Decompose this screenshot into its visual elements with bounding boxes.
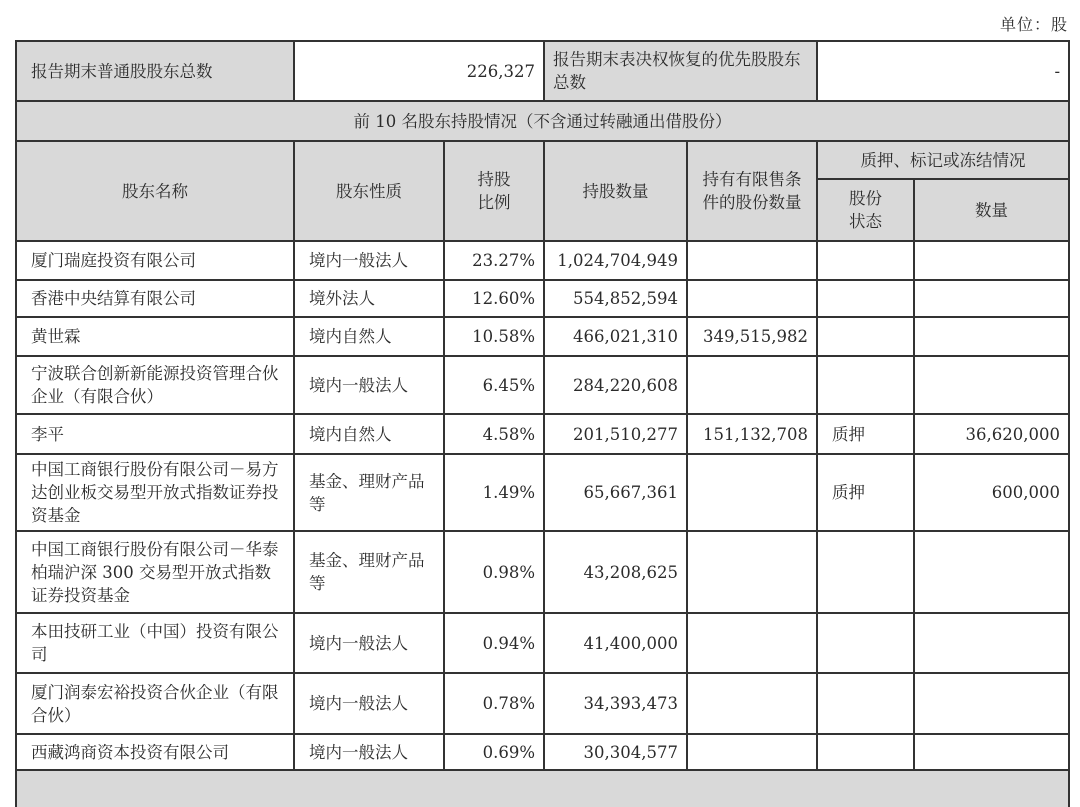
restricted-shares: 349,515,982 [687, 317, 817, 356]
restricted-shares [687, 280, 817, 317]
shareholder-nature: 境内自然人 [294, 414, 444, 454]
pledged-quantity [914, 531, 1069, 613]
pledge-status [817, 613, 914, 673]
shareholder-name: 本田技研工业（中国）投资有限公司 [16, 613, 294, 673]
pledged-quantity [914, 280, 1069, 317]
table-row [16, 241, 1069, 280]
header-name: 股东名称 [16, 141, 294, 241]
restricted-shares [687, 454, 817, 531]
restricted-shares [687, 531, 817, 613]
header-quantity: 持股数量 [544, 141, 687, 241]
holding-quantity: 284,220,608 [544, 356, 687, 414]
table-row [16, 280, 1069, 317]
shareholder-name: 中国工商银行股份有限公司－华泰柏瑞沪深 300 交易型开放式指数证券投资基金 [16, 531, 294, 613]
table-row [16, 454, 1069, 531]
pledge-status [817, 531, 914, 613]
holding-ratio: 0.78% [444, 673, 544, 734]
table-row [16, 734, 1069, 770]
restricted-shares [687, 734, 817, 770]
shareholder-name: 宁波联合创新新能源投资管理合伙企业（有限合伙） [16, 356, 294, 414]
holding-ratio: 12.60% [444, 280, 544, 317]
pledge-status [817, 734, 914, 770]
holding-ratio: 10.58% [444, 317, 544, 356]
pledge-status [817, 317, 914, 356]
shareholder-nature: 境内一般法人 [294, 356, 444, 414]
holding-ratio: 6.45% [444, 356, 544, 414]
total-common-label: 报告期末普通股股东总数 [16, 41, 294, 101]
pledged-quantity [914, 613, 1069, 673]
header-restricted: 持有有限售条件的股份数量 [687, 141, 817, 241]
restricted-shares [687, 241, 817, 280]
shareholder-name: 黄世霖 [16, 317, 294, 356]
pledge-status [817, 356, 914, 414]
shareholder-nature: 境外法人 [294, 280, 444, 317]
holding-ratio: 0.69% [444, 734, 544, 770]
restricted-shares: 151,132,708 [687, 414, 817, 454]
holding-quantity: 43,208,625 [544, 531, 687, 613]
header-nature: 股东性质 [294, 141, 444, 241]
shareholder-nature: 境内一般法人 [294, 734, 444, 770]
pledge-status [817, 280, 914, 317]
table-row [16, 613, 1069, 673]
header-row-1 [16, 141, 1069, 179]
shareholder-name: 香港中央结算有限公司 [16, 280, 294, 317]
pledged-quantity [914, 241, 1069, 280]
pledge-status [817, 241, 914, 280]
section-title-row [16, 101, 1069, 141]
pledge-status [817, 673, 914, 734]
header-pledge-qty: 数量 [914, 179, 1069, 241]
shareholder-name: 中国工商银行股份有限公司－易方达创业板交易型开放式指数证券投资基金 [16, 454, 294, 531]
shareholder-nature: 境内一般法人 [294, 241, 444, 280]
shareholder-nature: 基金、理财产品等 [294, 454, 444, 531]
restricted-shares [687, 673, 817, 734]
shareholder-nature: 境内自然人 [294, 317, 444, 356]
header-ratio: 持股比例 [444, 141, 544, 241]
pledged-quantity [914, 356, 1069, 414]
shareholder-name: 李平 [16, 414, 294, 454]
holding-quantity: 30,304,577 [544, 734, 687, 770]
pledged-quantity [914, 673, 1069, 734]
pledged-quantity: 36,620,000 [914, 414, 1069, 454]
shareholder-name: 西藏鸿商资本投资有限公司 [16, 734, 294, 770]
holding-ratio: 0.94% [444, 613, 544, 673]
pledged-quantity [914, 734, 1069, 770]
holding-ratio: 0.98% [444, 531, 544, 613]
pledged-quantity: 600,000 [914, 454, 1069, 531]
holding-quantity: 65,667,361 [544, 454, 687, 531]
holding-quantity: 34,393,473 [544, 673, 687, 734]
header-pledge-group: 质押、标记或冻结情况 [817, 141, 1069, 179]
holding-ratio: 23.27% [444, 241, 544, 280]
table-row [16, 531, 1069, 613]
summary-row [16, 41, 1069, 101]
shareholder-name: 厦门瑞庭投资有限公司 [16, 241, 294, 280]
holding-quantity: 1,024,704,949 [544, 241, 687, 280]
restricted-shares [687, 356, 817, 414]
shareholder-table [15, 40, 1070, 807]
total-common-value: 226,327 [294, 41, 544, 101]
pledge-status: 质押 [817, 454, 914, 531]
holding-ratio: 1.49% [444, 454, 544, 531]
holding-quantity: 41,400,000 [544, 613, 687, 673]
restricted-shares [687, 613, 817, 673]
shareholder-nature: 境内一般法人 [294, 673, 444, 734]
table-row [16, 673, 1069, 734]
table-continuation-band [16, 770, 1069, 807]
shareholder-name: 厦门润泰宏裕投资合伙企业（有限合伙） [16, 673, 294, 734]
holding-quantity: 554,852,594 [544, 280, 687, 317]
header-pledge-status: 股份状态 [817, 179, 914, 241]
table-row [16, 317, 1069, 356]
holding-ratio: 4.58% [444, 414, 544, 454]
shareholder-nature: 基金、理财产品等 [294, 531, 444, 613]
preferred-value: - [817, 41, 1069, 101]
pledge-status: 质押 [817, 414, 914, 454]
table-row [16, 414, 1069, 454]
section-title: 前 10 名股东持股情况（不含通过转融通出借股份） [16, 101, 1069, 141]
table-row [16, 356, 1069, 414]
holding-quantity: 466,021,310 [544, 317, 687, 356]
continuation-cell [16, 770, 1069, 807]
pledged-quantity [914, 317, 1069, 356]
unit-label: 单位：股 [999, 15, 1068, 34]
preferred-label: 报告期末表决权恢复的优先股股东总数 [544, 41, 817, 101]
shareholder-nature: 境内一般法人 [294, 613, 444, 673]
holding-quantity: 201,510,277 [544, 414, 687, 454]
